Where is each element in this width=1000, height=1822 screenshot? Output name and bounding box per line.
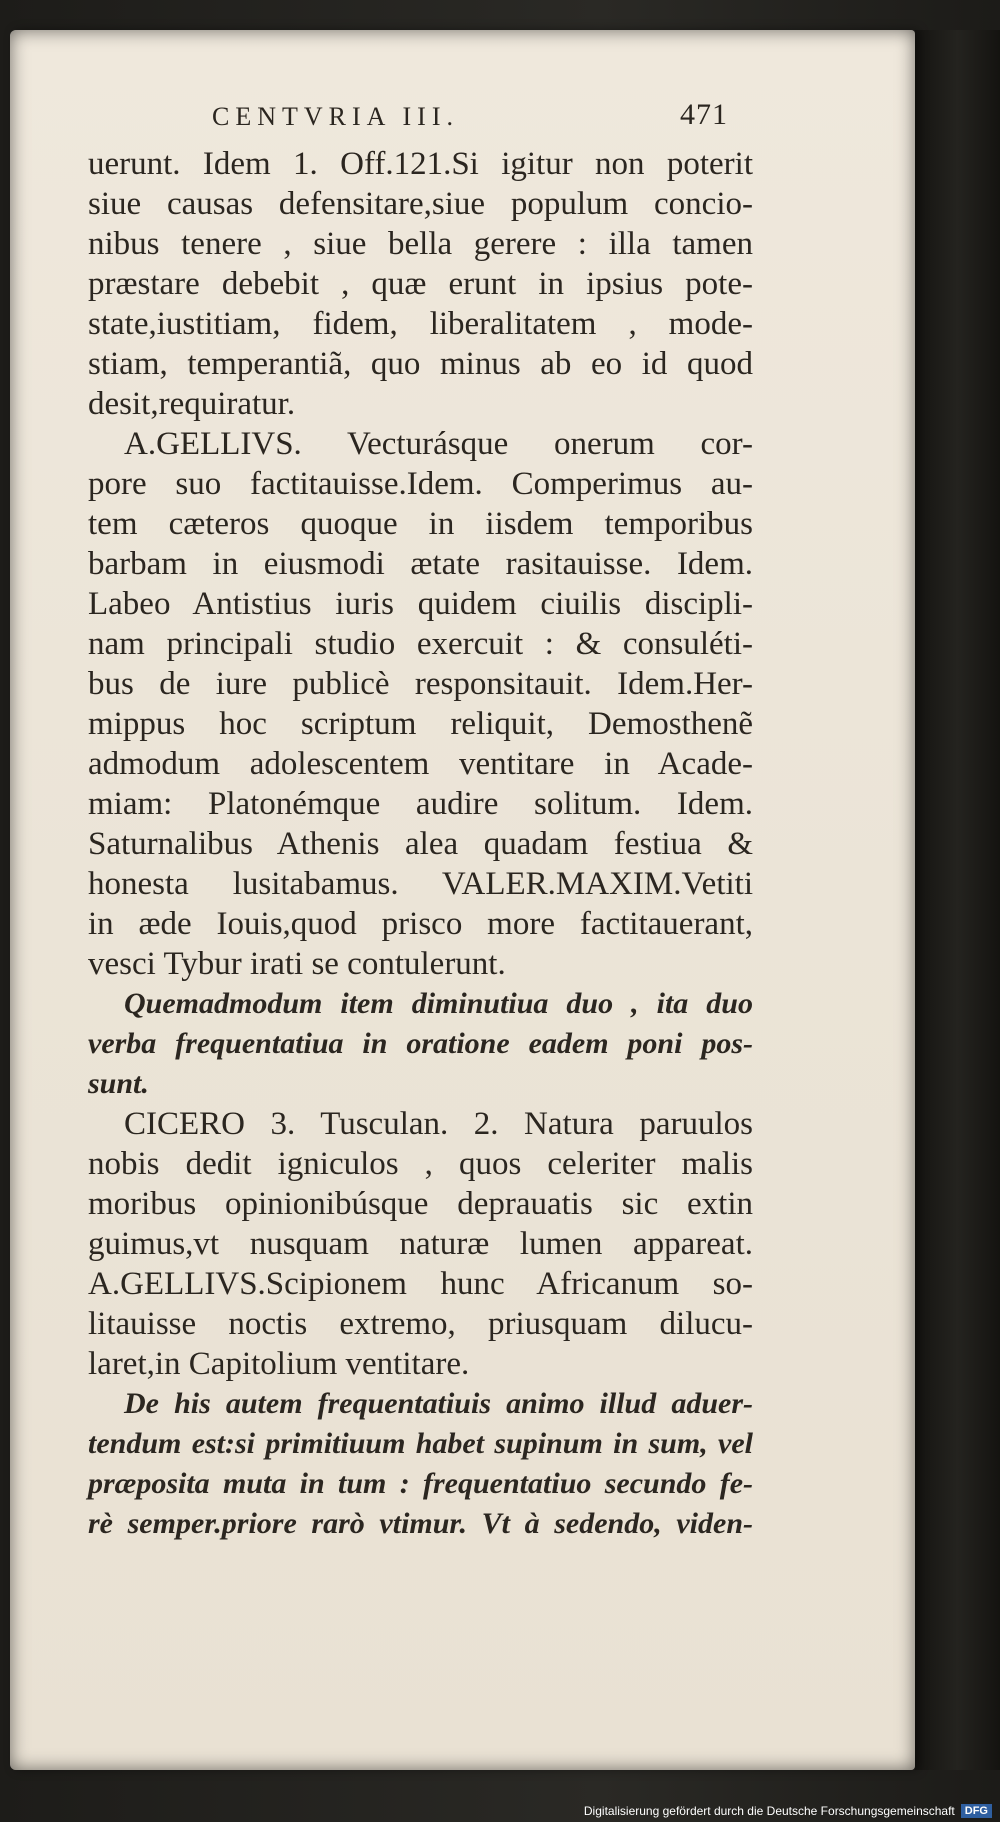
text-line: siue causas defensitare,siue populum concio-	[88, 186, 753, 222]
text-line: CICERO 3. Tusculan. 2. Natura paruulos	[124, 1106, 753, 1142]
text-line: præstare debebit , quæ erunt in ipsius pote-	[88, 266, 753, 302]
text-line: barbam in eiusmodi ætate rasitauisse. Idem.	[88, 546, 753, 582]
text-line: desit,requiratur.	[88, 386, 296, 422]
text-line: stiam, temperantiã, quo minus ab eo id quod	[88, 346, 753, 382]
running-head	[88, 98, 753, 144]
text-line: laret,in Capitolium ventitare.	[88, 1346, 470, 1382]
text-line: præposita muta in tum : frequentatiuo secundo fe-	[88, 1467, 753, 1500]
running-head-title: CENTVRIA III.	[212, 102, 459, 131]
text-lines	[88, 144, 753, 1544]
text-line: verba frequentatiua in oratione eadem poni pos-	[88, 1027, 753, 1060]
text-line: miam: Platonémque audire solitum. Idem.	[88, 786, 753, 822]
text-line: honesta lusitabamus. VALER.MAXIM.Vetiti	[88, 866, 753, 902]
text-line: pore suo factitauisse.Idem. Comperimus au-	[88, 466, 753, 502]
text-line: state,iustitiam, fidem, liberalitatem , mode-	[88, 306, 753, 342]
text-line: tem cæteros quoque in iisdem temporibus	[88, 506, 753, 542]
text-line: admodum adolescentem ventitare in Acade-	[88, 746, 753, 782]
footer-credit	[584, 1804, 992, 1818]
text-line: litauisse noctis extremo, priusquam dilucu-	[88, 1306, 753, 1342]
text-line: nobis dedit igniculos , quos celeriter malis	[88, 1146, 753, 1182]
text-line: A.GELLIVS.Scipionem hunc Africanum so-	[88, 1266, 753, 1302]
text-line: in æde Iouis,quod prisco more factitauerant,	[88, 906, 753, 942]
text-line: moribus opinionibúsque deprauatis sic extin	[88, 1186, 753, 1222]
text-line: rè semper.priore rarò vtimur. Vt à sedendo, viden-	[88, 1507, 753, 1540]
dfg-logo: DFG	[961, 1804, 992, 1818]
text-line: bus de iure publicè responsitauit. Idem.Her-	[88, 666, 753, 702]
text-line: Labeo Antistius iuris quidem ciuilis discipli-	[88, 586, 753, 622]
text-line: A.GELLIVS. Vecturásque onerum cor-	[124, 426, 753, 462]
text-line: Quemadmodum item diminutiua duo , ita duo	[124, 987, 753, 1020]
book-edge	[915, 30, 1000, 1770]
text-line: guimus,vt nusquam naturæ lumen appareat.	[88, 1226, 753, 1262]
text-line: vesci Tybur irati se contulerunt.	[88, 946, 506, 982]
page-text	[88, 98, 753, 1544]
text-line: sunt.	[88, 1067, 149, 1100]
text-line: tendum est:si primitiuum habet supinum in sum, vel	[88, 1427, 753, 1460]
page-number: 471	[680, 98, 728, 131]
text-line: mippus hoc scriptum reliquit, Demosthenẽ	[88, 706, 753, 742]
text-line: uerunt. Idem 1. Off.121.Si igitur non poterit	[88, 146, 753, 182]
text-line: Saturnalibus Athenis alea quadam festiua &	[88, 826, 753, 862]
text-line: nibus tenere , siue bella gerere : illa tamen	[88, 226, 753, 262]
text-line: De his autem frequentatiuis animo illud aduer-	[124, 1387, 753, 1420]
text-line: nam principali studio exercuit : & consuléti-	[88, 626, 753, 662]
footer-text: Digitalisierung gefördert durch die Deutsche Forschungsgemeinschaft	[583, 1804, 955, 1818]
